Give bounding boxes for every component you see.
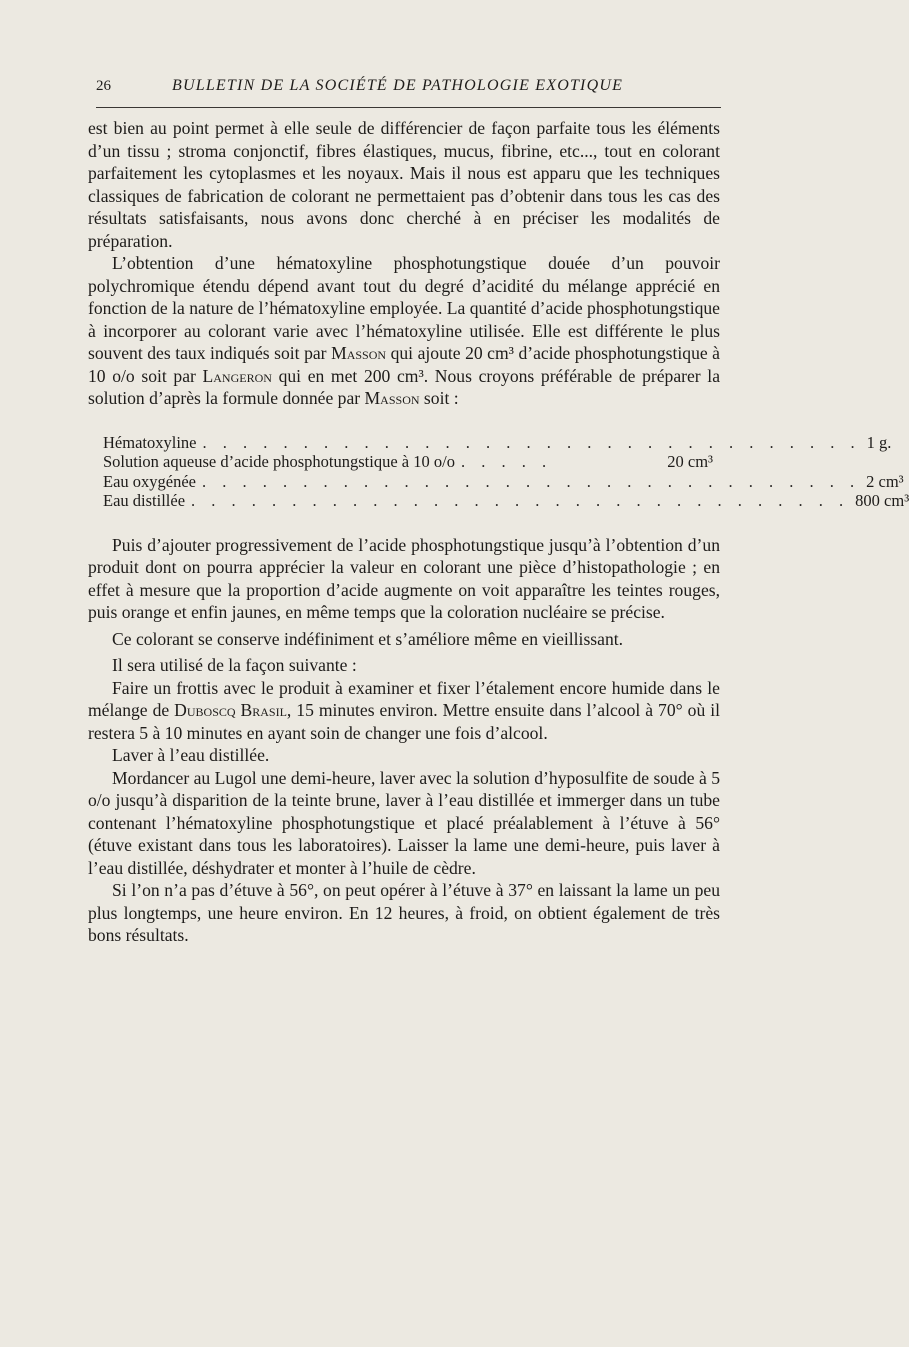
body-text [88,117,909,947]
formula-row [103,452,713,472]
leader-dots: . . . . . . . . . . . . . . . . . . . . . . . . . . . . . . . . . [202,471,861,491]
leader-dots: . . . . . . . . . . . . . . . . . . . . . . . . . . . . . . . . . [202,432,861,452]
ingredient-quantity: 800 cm³ [855,491,909,510]
ingredient-name: Hématoxyline [103,432,197,452]
paragraph-6-text-b: , 15 minutes environ. Mettre ensuite dans l’alcool à 70° où il restera 5 à 10 minutes en ayant soin de changer une fois d’alcool. [88,700,720,743]
ingredient-quantity: 1 g. [866,432,892,452]
formula-row [103,471,904,492]
author-masson: Masson [331,343,387,363]
page-number: 26 [96,78,111,94]
paragraph-2-text-c: qui en met 200 cm³. Nous croyons préférable de préparer la solution d’après la formule donnée par [88,365,721,408]
paragraph-6 [88,677,720,745]
running-title: BULLETIN DE LA SOCIÉTÉ DE PATHOLOGIE EXOTIQUE [172,77,624,94]
author-duboscq-brasil: Duboscq Brasil [174,700,287,720]
paragraph-6-text-a: Faire un frottis avec le produit à examiner et fixer l’étalement encore humide dans le mélange de [88,677,720,720]
paragraph-9: Si l’on n’a pas d’étuve à 56°, on peut opérer à l’étuve à 37° en laissant la lame un peu plus longtemps, une heure environ. En 12 heures, à froid, on obtient également de très bons résultats. [88,880,720,945]
formula-row [103,491,909,511]
formula-table [103,432,909,511]
paragraph-4: Ce colorant se conserve indéfiniment et s’améliore même en vieillissant. [112,628,624,649]
paragraph-3: Puis d’ajouter progressivement de l’acide phosphotungstique jusqu’à l’obtention d’un produit dont on pourra apprécier la valeur en colorant une pièce d’histopathologie ; en effet à mesure que la proportion d’acide augmente on voit apparaître les teintes rouges, puis orange et enfin jaunes, en même temps que la coloration nucléaire se précise. [88,534,720,622]
paragraph-2-text-b: qui ajoute 20 cm³ d’acide phosphotungstique à 10 o/o soit par [88,343,720,386]
ingredient-quantity: 2 cm³ [866,471,904,491]
author-masson-2: Masson [364,388,420,408]
running-header [96,74,718,104]
leader-dots: . . . . . . . . . . . . . . . . . . . . . . . . . . . . . . . . . [191,491,850,510]
paragraph-2-text-a: L’obtention d’une hématoxyline phosphotungstique douée d’un pouvoir polychromique étendu dépend avant tout du degré d’acidité du mélange apprécié en fonction de la nature de l’hématoxyline employée. La quantité d’acide phosphotungstique à incorporer au colorant varie avec l’hématoxyline utilisée. Elle est différente le plus souvent des taux indiqués soit par [88,253,720,363]
paragraph-2 [88,252,720,410]
author-langeron: Langeron [202,365,272,386]
paragraph-5: Il sera utilisé de la façon suivante : [112,655,357,675]
formula-row [103,432,892,453]
paragraph-7: Laver à l’eau distillée. [112,745,270,765]
leader-dots: . . . . . [460,452,553,471]
ingredient-name: Solution aqueuse d’acide phosphotungstique à 10 o/o [103,452,455,471]
header-rule [96,107,721,108]
paragraph-2-text-d: soit : [419,388,459,408]
ingredient-quantity: 20 cm³ [667,452,713,471]
paragraph-1: est bien au point permet à elle seule de différencier de façon parfaite tous les éléments d’un tissu ; stroma conjonctif, fibres élastiques, mucus, fibrine, etc..., tout en colorant parfaitement les cytoplasmes et les noyaux. Mais il nous est apparu que les techniques classiques de fabrication de colorant ne permettaient pas d’obtenir dans tous les cas des résultats satisfaisants, nous avons donc cherché à en préciser les modalités de préparation. [88,118,720,251]
ingredient-name: Eau distillée [103,491,186,510]
paragraph-8: Mordancer au Lugol une demi-heure, laver avec la solution d’hyposulfite de soude à 5 o/o jusqu’à disparition de la teinte brune, laver à l’eau distillée et immerger dans un tube contenant l’hématoxyline phosphotungstique et placé préalablement à l’étuve à 56° (étuve existant dans tous les laboratoires). Laisser la lame une demi-heure, puis laver à l’eau distillée, déshydrater et monter à l’huile de cèdre. [88,767,720,878]
ingredient-name: Eau oxygénée [103,471,196,491]
